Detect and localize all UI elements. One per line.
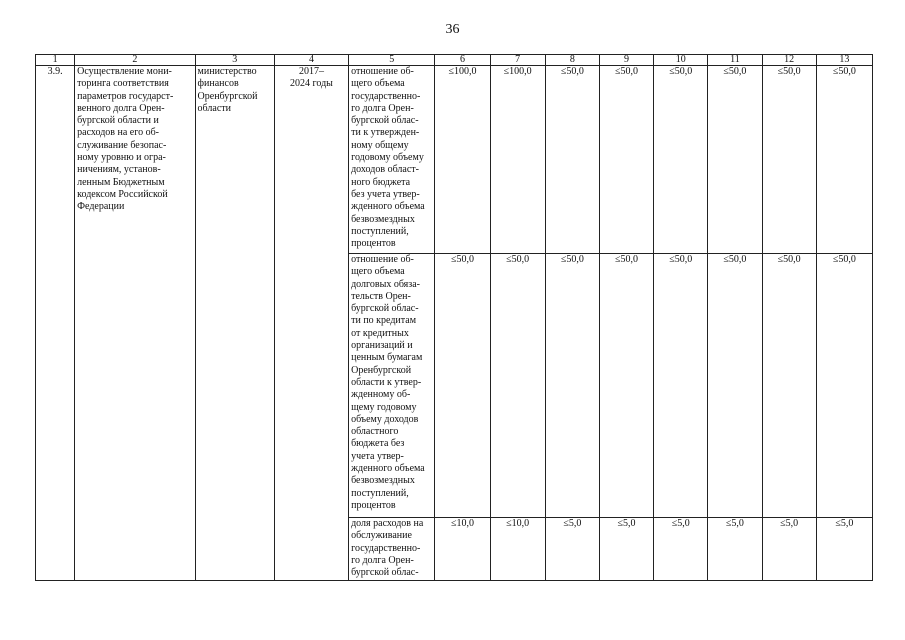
header-cell: 1 bbox=[36, 55, 75, 66]
header-row bbox=[36, 55, 873, 66]
header-cell: 5 bbox=[349, 55, 435, 66]
measure-cell: Осуществление мони- торинга соответствия параметров государст- венного долга Орен- бургской области и расходов на его об- служивание безопас- ному уровню и огра- ничениям, установ- ленным Бюджетным кодексом Российской Федерации bbox=[75, 66, 195, 581]
value-cell: ≤10,0 bbox=[435, 518, 490, 581]
value-cell: ≤50,0 bbox=[654, 66, 708, 254]
value-cell: ≤50,0 bbox=[762, 254, 816, 518]
executor-cell: министерство финансов Оренбургской области bbox=[195, 66, 274, 581]
header-cell: 2 bbox=[75, 55, 195, 66]
header-cell: 10 bbox=[654, 55, 708, 66]
value-cell: ≤50,0 bbox=[762, 66, 816, 254]
value-cell: ≤50,0 bbox=[435, 254, 490, 518]
period-cell: 2017– 2024 годы bbox=[274, 66, 348, 581]
value-cell: ≤50,0 bbox=[816, 66, 872, 254]
value-cell: ≤5,0 bbox=[545, 518, 599, 581]
value-cell: ≤50,0 bbox=[816, 254, 872, 518]
indicator-name: отношение об- щего объема государственно- го долга Орен- бургской облас- ти к утвержден- ному общему годовому объему доходов област- ного бюджета без учета утвер- жденного объема безвозмездных поступлений, процентов bbox=[349, 66, 435, 254]
value-cell: ≤50,0 bbox=[599, 66, 653, 254]
value-cell: ≤100,0 bbox=[490, 66, 545, 254]
value-cell: ≤5,0 bbox=[599, 518, 653, 581]
header-cell: 11 bbox=[708, 55, 762, 66]
table-row bbox=[36, 66, 873, 254]
header-cell: 13 bbox=[816, 55, 872, 66]
value-cell: ≤5,0 bbox=[816, 518, 872, 581]
value-cell: ≤50,0 bbox=[490, 254, 545, 518]
value-cell: ≤10,0 bbox=[490, 518, 545, 581]
header-cell: 3 bbox=[195, 55, 274, 66]
row-number: 3.9. bbox=[36, 66, 75, 581]
value-cell: ≤50,0 bbox=[654, 254, 708, 518]
value-cell: ≤5,0 bbox=[654, 518, 708, 581]
indicator-name: доля расходов на обслуживание государственно- го долга Орен- бургской облас- bbox=[349, 518, 435, 581]
value-cell: ≤50,0 bbox=[545, 254, 599, 518]
header-cell: 4 bbox=[274, 55, 348, 66]
value-cell: ≤100,0 bbox=[435, 66, 490, 254]
header-cell: 9 bbox=[599, 55, 653, 66]
value-cell: ≤5,0 bbox=[762, 518, 816, 581]
value-cell: ≤5,0 bbox=[708, 518, 762, 581]
value-cell: ≤50,0 bbox=[545, 66, 599, 254]
indicators-table bbox=[35, 54, 873, 581]
header-cell: 8 bbox=[545, 55, 599, 66]
header-cell: 12 bbox=[762, 55, 816, 66]
header-cell: 6 bbox=[435, 55, 490, 66]
value-cell: ≤50,0 bbox=[708, 66, 762, 254]
value-cell: ≤50,0 bbox=[708, 254, 762, 518]
value-cell: ≤50,0 bbox=[599, 254, 653, 518]
page-number: 36 bbox=[445, 22, 460, 37]
header-cell: 7 bbox=[490, 55, 545, 66]
indicator-name: отношение об- щего объема долговых обяза- тельств Орен- бургской облас- ти по кредитам от кредитных организаций и ценным бумагам Оренбургской области к утвер- жденному об- щему годовому объему доходов областного бюджета без учета утвер- жденного объема безвозмездных поступлений, процентов bbox=[349, 254, 435, 518]
